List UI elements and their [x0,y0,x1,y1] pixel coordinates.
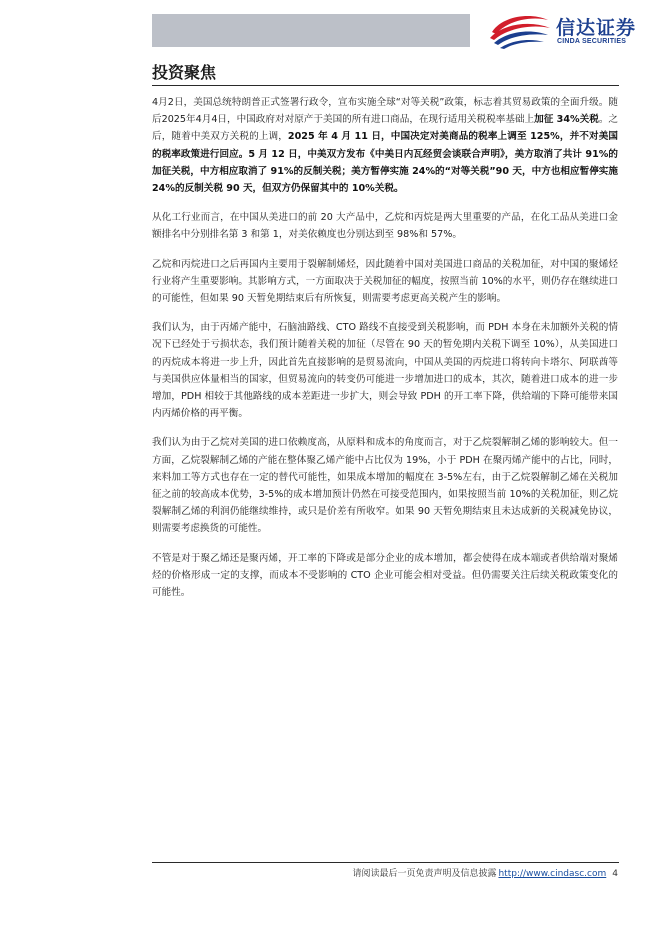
paragraph-olefin-impact: 乙烷和丙烷进口之后再国内主要用于裂解制烯烃，因此随着中国对美国进口商品的关税加征，对中国的聚烯烃行业将产生重要影响。其影响方式，一方面取决于关税加征的幅度，按照当前 10%的水平，则仍存在继续进口的可能性，但如果 90 天暂免期结束后有所恢复，则需要考虑更高关税产生的影响。 [152,258,618,305]
brand-logo [486,10,656,50]
highlight-tariff-agreement: 2025 年 4 月 11 日，中国决定对美商品的税率上调至 125%，并不对美国的税率政策进行回应。5 月 12 日，中美双方发布《中美日内瓦经贸会谈联合声明》，美方取消了共计 91%的加征关税，中方相应取消了 91%的反制关税；美方暂停实施 24%的“对等关税”90 天，中方也相应暂停实施 24%的反制关税 90 天，但双方仍保留其中的 10%关税。 [152,131,619,195]
footer-divider [152,862,619,863]
section-title: 投资聚焦 [152,63,217,82]
report-body [152,94,618,613]
title-divider [152,85,619,86]
paragraph-tariff-timeline [152,94,618,197]
footer-disclaimer: 请阅读最后一页免责声明及信息披露 [352,869,497,879]
paragraph-propylene-analysis: 我们认为，由于丙烯产能中，石脑油路线、CTO 路线不直接受到关税影响，而 PDH 本身在未加额外关税的情况下已经处于亏损状态，我们预计随着关税的加征（尽管在 90 天的暂免期内关税下调至 10%），从美国进口的丙烷成本将进一步上升，因此首先直接影响的是贸易流向，中国从美国的丙烷进口将转向卡塔尔、阿联酋等与美国供应体量相当的国家，但贸易流向的转变仍可能进一步增加进口的成本，其次，随着进口成本的进一步增加，PDH 相较于其他路线的成本差距进一步扩大，则会导致 PDH 的开工率下降，供给端的下降可能带来国内丙烯价格的再平衡。 [152,322,618,420]
page-footer [352,866,618,879]
brand-name-cn: 信达证券 [556,17,637,39]
header-band [152,14,470,47]
page-number: 4 [612,869,618,879]
paragraph-chemical-imports: 从化工行业而言，在中国从美进口的前 20 大产品中，乙烷和丙烷是两大里重要的产品，在化工品从美进口金额排名中分别排名第 3 和第 1，对美依赖度也分别达到至 98%和 57%。 [152,212,618,241]
globe-swoosh-icon [486,10,554,50]
paragraph-text: 4月2日，美国总统特朗普正式签署行政令，宣布实施全球“对等关税”政策，标志着其贸易政策的全面升级。随后2025年4月4日，中国政府对对原产于美国的所有进口商品，在现行适用关税税率基础上 [152,97,618,126]
paragraph-text: 。之后，随着中美双方关税的上调， [152,114,619,143]
highlight-tariff-34: 加征 34%关税 [534,114,599,126]
footer-website-link[interactable]: http://www.cindasc.com [498,869,607,879]
brand-name-en: CINDA SECURITIES [557,38,627,45]
paragraph-ethylene-analysis: 我们认为由于乙烷对美国的进口依赖度高，从原料和成本的角度而言，对于乙烷裂解制乙烯的影响较大。但一方面，乙烷裂解制乙烯的产能在整体聚乙烯产能中占比仅为 19%，小于 PDH 在聚丙烯产能中的占比，同时，来料加工等方式也存在一定的替代可能性，如果成本增加的幅度在 3-5%左右，由于乙烷裂解制乙烯在关税加征之前的较高成本优势，3-5%的成本增加预计仍然在可接受范围内，如果按照当前 10%的关税加征，则乙烷裂解制乙烯的利润仍能继续维持，或只是价差有所收窄。如果 90 天暂免期结束且未达成新的关税减免协议，则需要考虑换货的可能性。 [152,437,618,535]
paragraph-conclusion: 不管是对于聚乙烯还是聚丙烯，开工率的下降或是部分企业的成本增加，都会使得在成本端或者供给端对聚烯烃的价格形成一定的支撑，而成本不受影响的 CTO 企业可能会相对受益。但仍需要关注后续关税政策变化的可能性。 [152,552,618,599]
